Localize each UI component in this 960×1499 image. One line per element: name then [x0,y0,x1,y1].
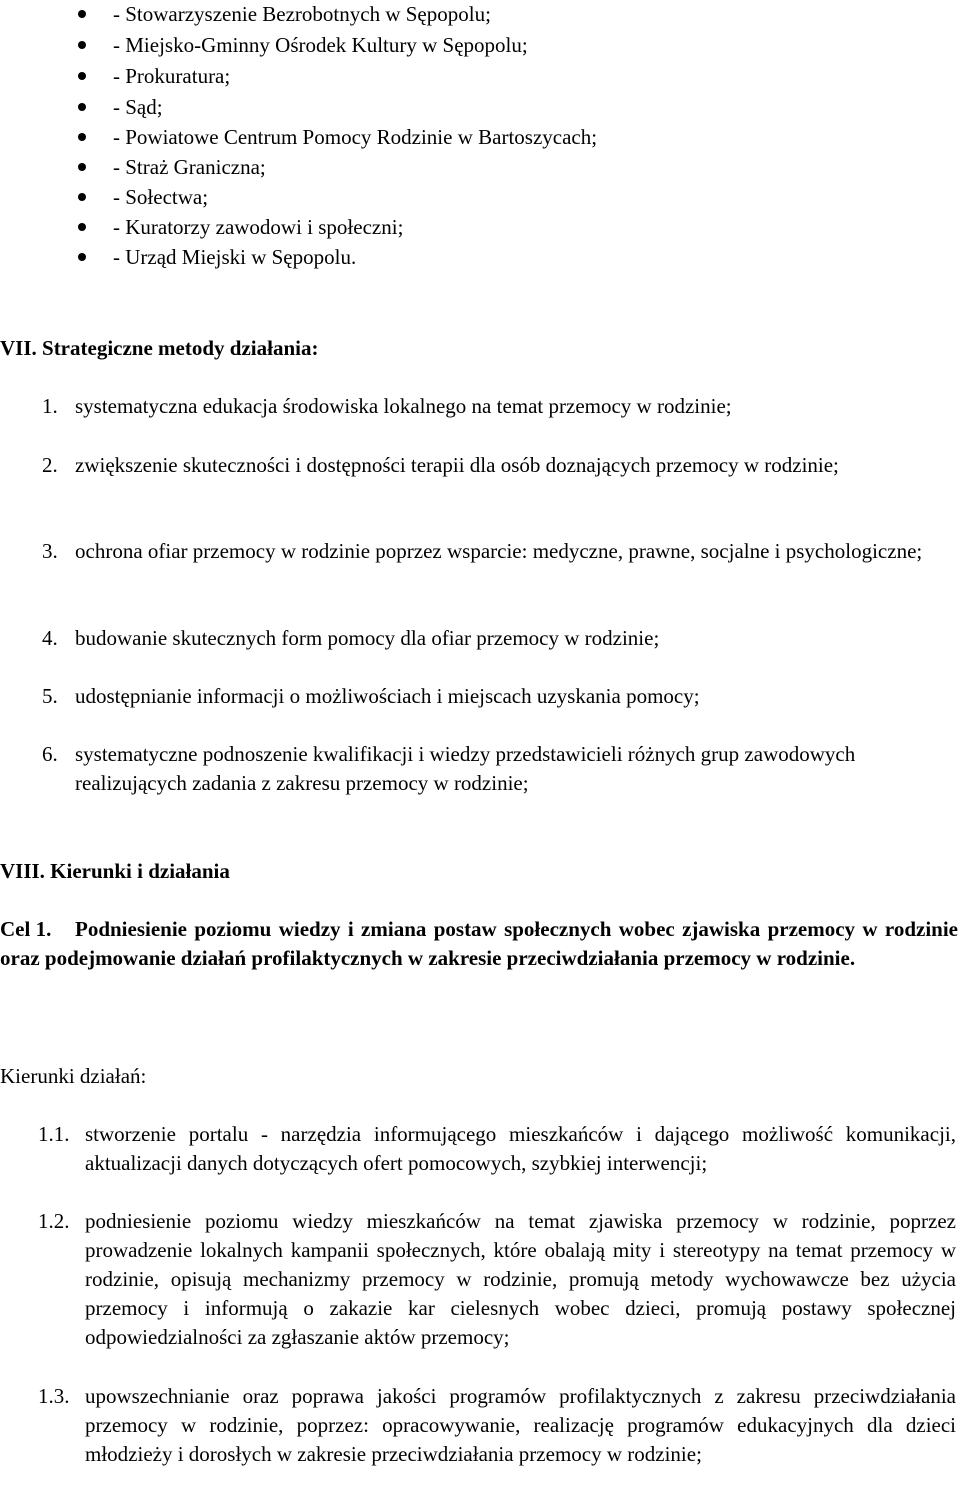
item-number: 1. [42,394,58,418]
bullet-icon [78,10,86,18]
item-text: ochrona ofiar przemocy w rodzinie poprzez wsparcie: medyczne, prawne, socjalne i psychologiczne; [75,539,923,563]
bullet-icon [78,253,86,261]
bullet-icon [78,133,86,141]
item-text: podniesienie poziomu wiedzy mieszkańców na temat zjawiska przemocy w rodzinie, poprzez prowadzenie lokalnych kampanii społecznych, które obalają mity i stereotypy na temat przemocy w rodzinie, opisują mechanizmy przemocy w rodzinie, promują metody wychowawcze bez użycia przemocy i informują o zakazie kar cielesnych wobec dzieci, promują postawy społecznej odpowiedzialności za zgłaszanie aktów przemocy; [85,1209,956,1349]
item-number: 4. [42,626,58,650]
item-text: systematyczna edukacja środowiska lokalnego na temat przemocy w rodzinie; [75,394,732,418]
item-text: upowszechnianie oraz poprawa jakości programów profilaktycznych z zakresu przeciwdziałania przemocy w rodzinie, poprzez: opracowywanie, realizację programów edukacyjnych dla dzieci młodzieży i dorosłych w zakresie przeciwdziałania przemocy w rodzinie; [85,1384,956,1466]
section-heading-viii: VIII. Kierunki i działania [0,859,230,883]
section-heading-vii: VII. Strategiczne metody działania: [0,336,319,360]
bullet-icon [78,72,86,80]
goal-text: Podniesienie poziomu wiedzy i zmiana postaw społecznych wobec zjawiska przemocy w rodzinie oraz podejmowanie działań profilaktycznych w zakresie przeciwdziałania przemocy w rodzinie. [0,917,958,970]
bullet-icon [78,163,86,171]
directions-label: Kierunki działań: [0,1064,147,1088]
bullet-icon [78,193,86,201]
item-text: zwiększenie skuteczności i dostępności terapii dla osób doznających przemocy w rodzinie; [75,453,839,477]
bullet-icon [78,41,86,49]
item-number: 1.1. [38,1122,70,1146]
item-number: 1.2. [38,1209,70,1233]
goal-label: Cel 1. [0,917,52,941]
item-number: 1.3. [38,1384,70,1408]
item-number: 5. [42,684,58,708]
bullet-icon [78,103,86,111]
goal-paragraph [0,915,958,973]
item-number: 6. [42,742,58,766]
item-text: budowanie skutecznych form pomocy dla ofiar przemocy w rodzinie; [75,626,660,650]
item-text: udostępnianie informacji o możliwościach i miejscach uzyskania pomocy; [75,684,700,708]
item-text: systematyczne podnoszenie kwalifikacji i wiedzy przedstawicieli różnych grup zawodowych realizujących zadania z zakresu przemocy w rodzinie; [75,742,856,795]
item-number: 3. [42,539,58,563]
item-text: stworzenie portalu - narzędzia informującego mieszkańców i dającego możliwość komunikacji, aktualizacji danych dotyczących ofert pomocowych, szybkiej interwencji; [85,1122,956,1175]
bullet-icon [78,223,86,231]
item-number: 2. [42,453,58,477]
